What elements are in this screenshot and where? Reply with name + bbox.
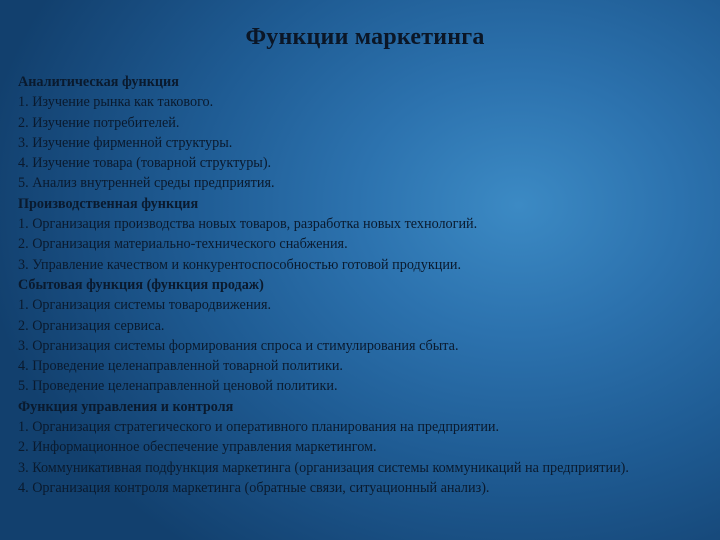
slide-content [18,72,708,498]
list-item: 3. Коммуникативная подфункция маркетинга (организация системы коммуникаций на предприятии). [18,459,629,476]
list-item: 5. Анализ внутренней среды предприятия. [18,175,275,192]
list-item: 2. Организация сервиса. [18,317,165,334]
list-item: 4. Организация контроля маркетинга (обратные связи, ситуационный анализ). [18,479,490,496]
list-item: 3. Управление качеством и конкурентоспособностью готовой продукции. [18,256,462,273]
list-item: 2. Организация материально-технического снабжения. [18,236,348,253]
list-item: 3. Изучение фирменной структуры. [18,134,233,151]
section-heading-management: Функция управления и контроля [18,398,234,415]
section-heading-sales: Сбытовая функция (функция продаж) [18,276,264,293]
list-item: 1. Организация стратегического и оперативного планирования на предприятии. [18,419,500,436]
list-item: 1. Организация системы товародвижения. [18,297,272,314]
list-item: 3. Организация системы формирования спроса и стимулирования сбыта. [18,337,459,354]
slide-title: Функции маркетинга [245,24,485,50]
list-item: 4. Изучение товара (товарной структуры). [18,155,272,172]
list-item: 2. Изучение потребителей. [18,114,180,131]
list-item: 1. Организация производства новых товаров, разработка новых технологий. [18,216,478,233]
list-item: 5. Проведение целенаправленной ценовой политики. [18,378,338,395]
section-heading-production: Производственная функция [18,195,199,212]
list-item: 2. Информационное обеспечение управления маркетингом. [18,439,377,456]
list-item: 1. Изучение рынка как такового. [18,94,214,111]
list-item: 4. Проведение целенаправленной товарной политики. [18,358,343,375]
section-heading-analytical: Аналитическая функция [18,74,179,90]
